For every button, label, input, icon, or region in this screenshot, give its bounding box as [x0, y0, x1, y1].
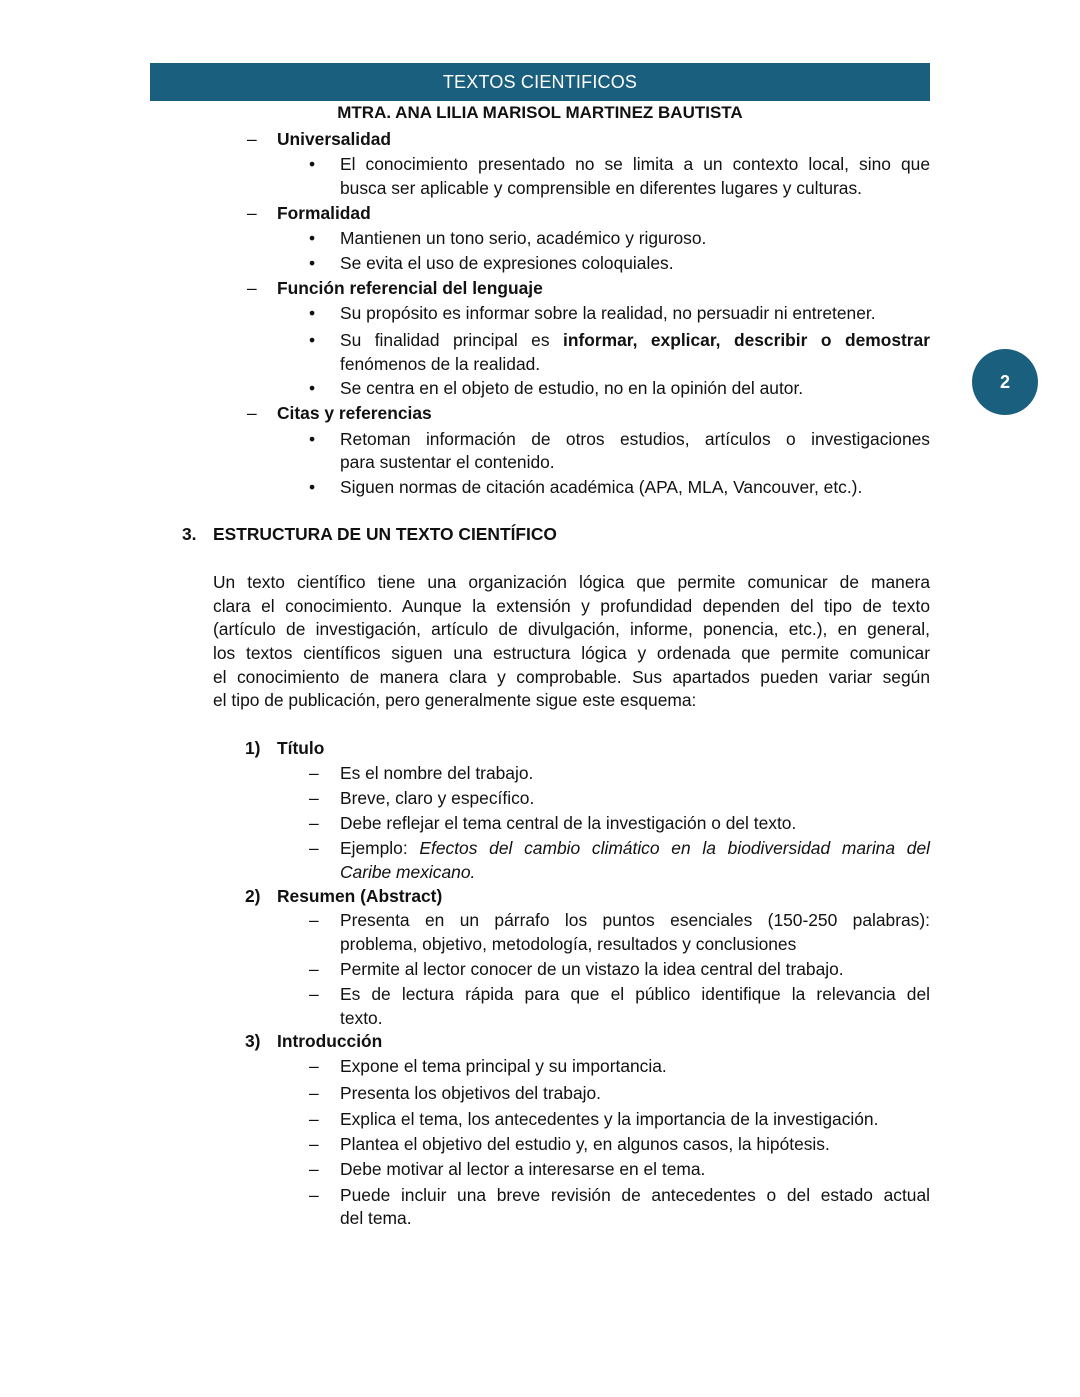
paragraph-line: el tipo de publicación, pero generalmente sigue este esquema:	[213, 690, 697, 710]
characteristic-heading: Función referencial del lenguaje	[277, 278, 543, 298]
characteristic-heading: Formalidad	[277, 203, 371, 223]
example-title-text: Caribe mexicano.	[340, 862, 476, 882]
list-item-text: Debe reflejar el tema central de la investigación o del texto.	[340, 813, 797, 833]
list-item-text: Presenta en un párrafo los puntos esenciales (150-250 palabras):	[340, 910, 930, 930]
bullet-icon: •	[309, 154, 316, 174]
list-item-text: Presenta los objetivos del trabajo.	[340, 1083, 602, 1103]
dash-icon: –	[247, 403, 257, 423]
document-header-bar	[150, 63, 930, 101]
part-heading: Resumen (Abstract)	[277, 886, 443, 906]
characteristic-heading: Citas y referencias	[277, 403, 432, 423]
list-item-text-part: Ejemplo:	[340, 838, 420, 858]
dash-icon: –	[309, 838, 319, 858]
page-number: 2	[999, 371, 1010, 392]
list-item-text: Se evita el uso de expresiones coloquiales.	[340, 253, 674, 273]
characteristic-heading: Universalidad	[277, 129, 392, 149]
list-item-text: Expone el tema principal y su importancia.	[340, 1056, 667, 1076]
dash-icon: –	[309, 959, 319, 979]
part-number: 1)	[245, 738, 261, 758]
dash-icon: –	[309, 1134, 319, 1154]
list-item-text: Permite al lector conocer de un vistazo la idea central del trabajo.	[340, 959, 844, 979]
list-item-text: busca ser aplicable y comprensible en diferentes lugares y culturas.	[340, 178, 862, 198]
dash-icon: –	[309, 984, 319, 1004]
paragraph-line: los textos científicos siguen una estructura lógica y ordenada que permite comunicar	[213, 643, 930, 663]
bullet-icon: •	[309, 429, 316, 449]
list-item-text: del tema.	[340, 1208, 412, 1228]
dash-icon: –	[309, 910, 319, 930]
part-heading: Título	[277, 738, 325, 758]
document-title: TEXTOS CIENTIFICOS	[442, 71, 638, 92]
dash-icon: –	[247, 278, 257, 298]
paragraph-line: (artículo de investigación, artículo de divulgación, informe, ponencia, etc.), en general,	[213, 619, 930, 639]
dash-icon: –	[309, 788, 319, 808]
list-item-text: Explica el tema, los antecedentes y la importancia de la investigación.	[340, 1109, 879, 1129]
list-item-text: El conocimiento presentado no se limita a un contexto local, sino que	[340, 154, 930, 174]
list-item-text: Es de lectura rápida para que el público identifique la relevancia del	[340, 984, 930, 1004]
author-name: MTRA. ANA LILIA MARISOL MARTINEZ BAUTISTA	[337, 103, 743, 122]
bullet-icon: •	[309, 477, 316, 497]
list-item-text	[340, 860, 930, 884]
list-item-text: Puede incluir una breve revisión de antecedentes o del estado actual	[340, 1185, 930, 1205]
list-item-text: Retoman información de otros estudios, artículos o investigaciones	[340, 429, 930, 449]
dash-icon: –	[309, 1109, 319, 1129]
dash-icon: –	[247, 203, 257, 223]
bullet-icon: •	[309, 378, 316, 398]
list-item-text	[340, 836, 930, 860]
bullet-icon: •	[309, 303, 316, 323]
bullet-icon: •	[309, 228, 316, 248]
paragraph-line: clara el conocimiento. Aunque la extensión y profundidad dependen del tipo de texto	[213, 596, 930, 616]
dash-icon: –	[309, 1159, 319, 1179]
list-item-text: para sustentar el contenido.	[340, 452, 555, 472]
section-title: ESTRUCTURA DE UN TEXTO CIENTÍFICO	[213, 524, 557, 544]
part-number: 3)	[245, 1031, 261, 1051]
dash-icon: –	[309, 1083, 319, 1103]
emphasis-text: informar, explicar, describir o demostrar	[563, 330, 930, 350]
list-item-text: problema, objetivo, metodología, resultados y conclusiones	[340, 934, 797, 954]
list-item-text: Debe motivar al lector a interesarse en el tema.	[340, 1159, 706, 1179]
list-item-text: Breve, claro y específico.	[340, 788, 535, 808]
list-item-text: fenómenos de la realidad.	[340, 354, 541, 374]
dash-icon: –	[309, 1056, 319, 1076]
dash-icon: –	[247, 129, 257, 149]
dash-icon: –	[309, 763, 319, 783]
list-item-text: Se centra en el objeto de estudio, no en la opinión del autor.	[340, 378, 804, 398]
paragraph-line: Un texto científico tiene una organización lógica que permite comunicar de manera	[213, 572, 930, 592]
bullet-icon: •	[309, 330, 316, 350]
part-number: 2)	[245, 886, 261, 906]
list-item-text: Mantienen un tono serio, académico y riguroso.	[340, 228, 707, 248]
section-number: 3.	[182, 524, 197, 544]
list-item-text-part: Su finalidad principal es	[340, 330, 564, 350]
dash-icon: –	[309, 813, 319, 833]
dash-icon: –	[309, 1185, 319, 1205]
part-heading: Introducción	[277, 1031, 383, 1051]
page-number-badge	[972, 349, 1038, 415]
paragraph-line: el conocimiento de manera clara y comprobable. Sus apartados pueden variar según	[213, 667, 930, 687]
list-item-text: texto.	[340, 1008, 383, 1028]
bullet-icon: •	[309, 253, 316, 273]
example-title-text: Efectos del cambio climático en la biodiversidad marina del	[419, 838, 930, 858]
list-item-text	[340, 328, 930, 352]
list-item-text: Siguen normas de citación académica (APA, MLA, Vancouver, etc.).	[340, 477, 863, 497]
list-item-text: Es el nombre del trabajo.	[340, 763, 534, 783]
list-item-text: Su propósito es informar sobre la realidad, no persuadir ni entretener.	[340, 303, 876, 323]
list-item-text: Plantea el objetivo del estudio y, en algunos casos, la hipótesis.	[340, 1134, 830, 1154]
